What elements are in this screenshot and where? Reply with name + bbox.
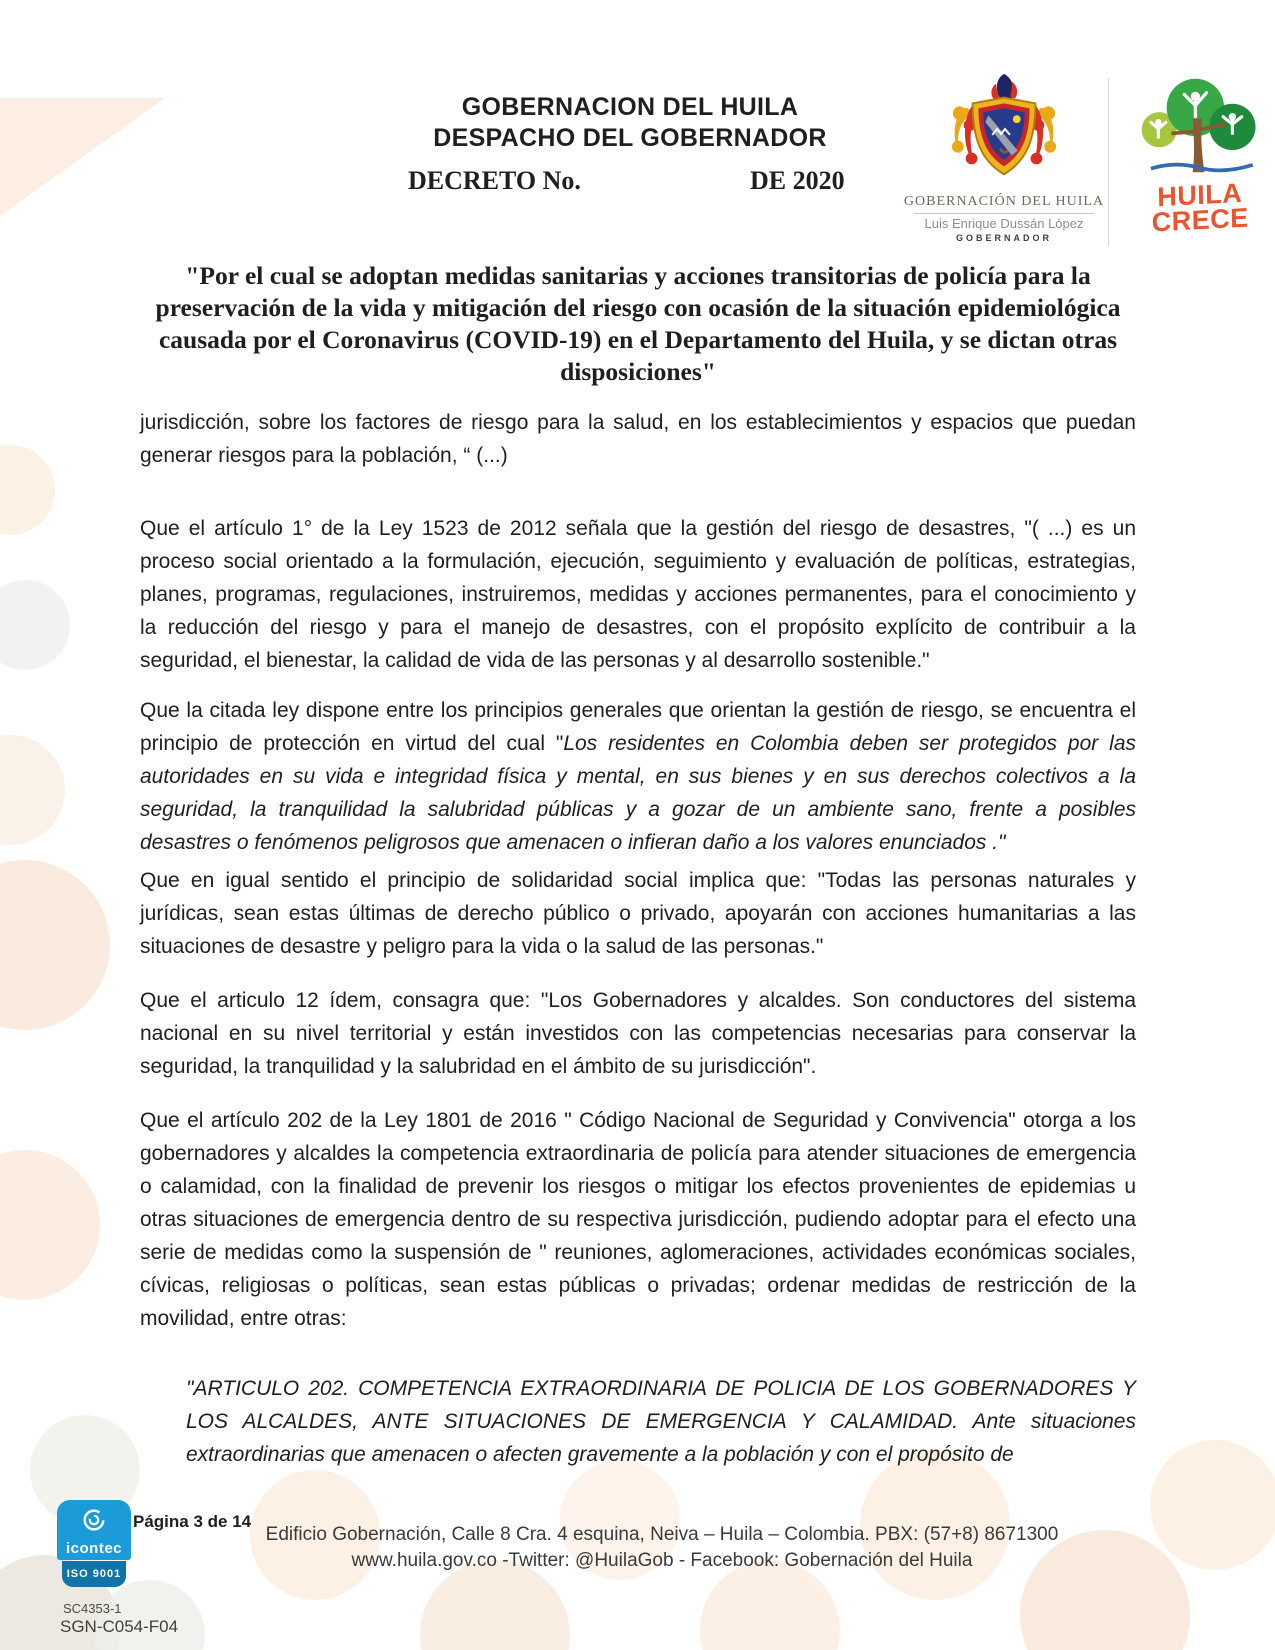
decree-year-label: DE 2020 [750,166,845,195]
footer-address-line2: www.huila.gov.co -Twitter: @HuilaGob - Facebook: Gobernación del Huila [351,1550,973,1571]
paragraph: jurisdicción, sobre los factores de riesgo para la salud, en los establecimientos y espacios que puedan generar riesgos para la población, “ (...) [140,411,1136,467]
paragraph: Que el articulo 12 ídem, consagra que: "Los Gobernadores y alcaldes. Son conductores del sistema nacional en su nivel territorial y están investidos con las competencias necesarias para conservar la seguridad, la tranquilidad y la salubridad en el ámbito de su jurisdicción". [140,989,1136,1078]
iso-9001-label: ISO 9001 [62,1561,126,1587]
background-blob [0,860,110,1030]
icontec-cert-code: SC4353-1 [63,1601,122,1616]
icontec-swirl-icon [80,1506,108,1534]
huila-crece-tree-icon [1139,76,1261,176]
background-blob [0,580,70,670]
background-blob [0,445,55,535]
icontec-badge [57,1500,131,1587]
governor-name: Luis Enrique Dussán López [924,216,1084,231]
org-name: GOBERNACION DEL HUILA [461,93,799,121]
crest-caption-divider [914,213,1094,214]
huila-crece-logo [1131,76,1269,238]
header-org [350,92,910,154]
paragraph: Que el artículo 202 de la Ley 1801 de 2016 " Código Nacional de Seguridad y Convivencia" otorga a los gobernadores y alcaldes la competencia extraordinaria de policía para atender situaciones de emergencia o calamidad, con la finalidad de prevenir los riesgos o mitigar los efectos provenientes de epidemias u otras situaciones de emergencia dentro de su respectiva jurisdicción, pudiendo adoptar para el efecto una serie de medidas como la suspensión de " reuniones, aglomeraciones, actividades económicas sociales, cívicas, religiosas o políticas, sean estas públicas o privadas; ordenar medidas de restricción de la movilidad, entre otras: [140,1109,1136,1330]
icontec-label: icontec [65,1540,122,1557]
background-blob [1150,1440,1275,1570]
paragraph-quote-italic: Los residentes en Colombia deben ser protegidos por las autoridades en su vida e integridad física y mental, en sus bienes y en sus derechos colectivos a la seguridad, la tranquilidad la salubridad públicas y a gozar de un ambiente sano, frente a posibles desastres o fenómenos peligrosos que amenacen o infieran daño a los valores enunciados ." [140,732,1136,854]
icontec-badge-top [57,1500,131,1560]
background-blob [0,735,65,845]
decree-title: "Por el cual se adoptan medidas sanitarias y acciones transitorias de policía para la preservación de la vida y mitigación del riesgo con ocasión de la situación epidemiológica causada por el Coronavirus (COVID-19) en el Departamento del Huila, y se dictan otras disposiciones" [155,261,1121,386]
coat-of-arms-icon [945,70,1063,188]
form-code: SGN-C054-F04 [60,1617,179,1636]
governor-role: GOBERNADOR [955,233,1052,243]
org-office: DESPACHO DEL GOBERNADOR [433,124,827,152]
paragraph: Que en igual sentido el principio de solidaridad social implica que: "Todas las personas naturales y jurídicas, sean estas últimas de derecho público o privado, apoyarán con acciones humanitarias a las situaciones de desastre y peligro para la vida o la salud de las personas." [140,869,1136,958]
header-logo-divider [1108,78,1109,246]
background-blob [0,1150,100,1300]
article-block-quote: "ARTICULO 202. COMPETENCIA EXTRAORDINARIA DE POLICIA DE LOS GOBERNADORES Y LOS ALCALDES, ANTE SITUACIONES DE EMERGENCIA Y CALAMIDAD. Ante situaciones extraordinarias que amenacen o afecten gravemente a la población y con el propósito de [186,1377,1136,1466]
footer-address [262,1522,1062,1574]
footer-address-line1: Edificio Gobernación, Calle 8 Cra. 4 esquina, Neiva – Huila – Colombia. PBX: (57+8) 8671300 [265,1524,1059,1545]
paragraph: Que el artículo 1° de la Ley 1523 de 2012 señala que la gestión del riesgo de desastres, "( ...) es un proceso social orientado a la formulación, ejecución, seguimiento y evaluación de políticas, estrategias, planes, programas, regulaciones, instruiremos, medidas y acciones permanentes, para el conocimiento y la reducción del riesgo y para el manejo de desastres, con el propósito explícito de contribuir a la seguridad, el bienestar, la calidad de vida de las personas y al desarrollo sostenible." [140,517,1136,672]
crest-caption-title: GOBERNACIÓN DEL HUILA [903,194,1105,209]
page-number-label: Página 3 de 14 [133,1512,252,1531]
decree-number-label: DECRETO No. [408,166,581,195]
paragraph-lead: Que la citada ley dispone entre los principios generales que orientan la gestión de riesgo, se encuentra el principio de protección en virtud del cual " [140,699,1136,755]
background-blob [0,98,165,216]
paragraph [140,694,1136,859]
brand-line-huila: HUILA [1157,177,1243,213]
brand-line-crece: CRECE [1151,202,1249,238]
governor-crest-block [898,70,1110,243]
